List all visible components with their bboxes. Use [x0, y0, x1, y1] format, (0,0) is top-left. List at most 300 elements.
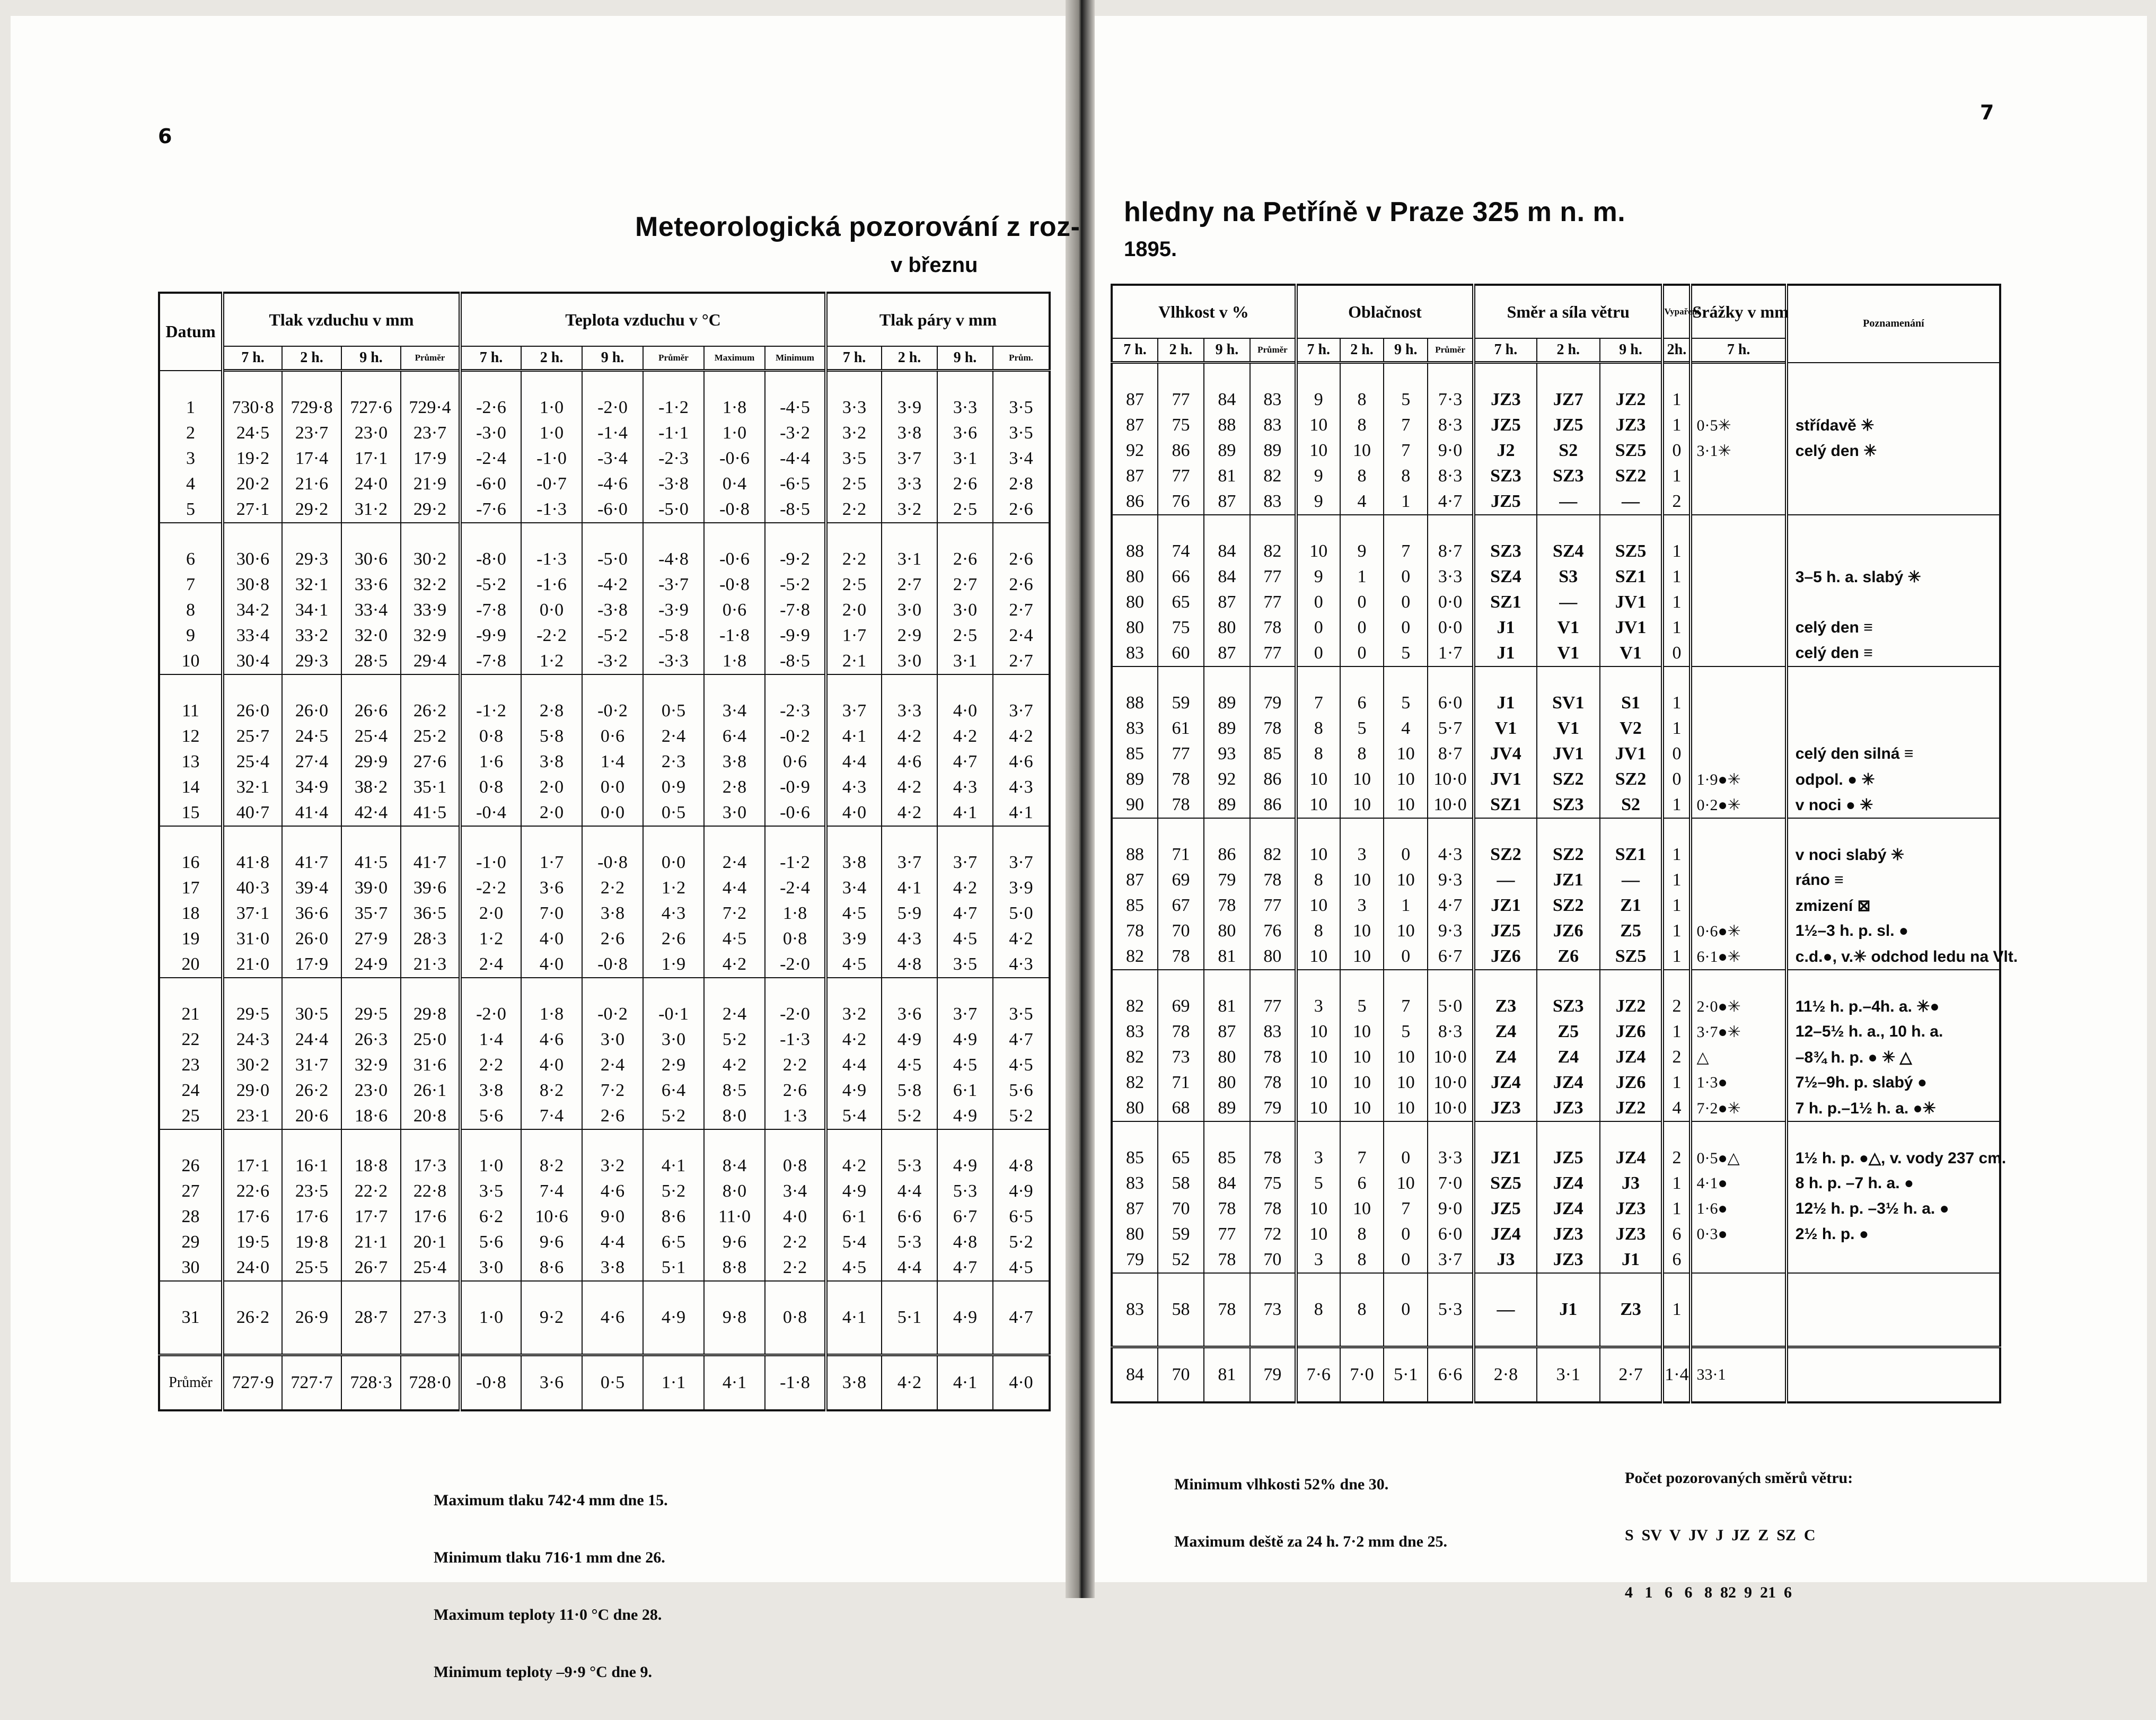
- value-cell: 39·6: [401, 875, 460, 901]
- header-cloud: Oblačnost: [1296, 285, 1474, 338]
- value-cell: 4·7: [1428, 489, 1474, 515]
- spacer-cell: [1296, 363, 1340, 388]
- remark-cell: c.d.●, v.✳ odchod ledu na Vlt.: [1787, 944, 2000, 970]
- separator-cell: [460, 523, 521, 547]
- spacer-cell: [1296, 666, 1340, 690]
- value-cell: 26·7: [341, 1255, 401, 1281]
- remark-cell: [1787, 489, 2000, 515]
- value-cell: JZ2: [1600, 1095, 1663, 1121]
- row-separator: [159, 674, 1050, 698]
- value-cell: -2·3: [765, 698, 826, 724]
- value-cell: -5·0: [643, 497, 704, 523]
- value-cell: 1·0: [521, 420, 582, 446]
- remark-cell: [1787, 387, 2000, 413]
- spacer-cell: [1158, 515, 1204, 539]
- value-cell: 89: [1250, 438, 1296, 463]
- separator-cell: [937, 1281, 993, 1305]
- value-cell: 0·0: [1428, 590, 1474, 615]
- value-cell: 85: [1125, 744, 1144, 764]
- value-cell: 85: [1204, 1145, 1250, 1171]
- value-cell: 77: [1204, 1222, 1250, 1247]
- mean-value: 727·7: [282, 1355, 341, 1411]
- remark-cell: [1787, 1297, 2000, 1322]
- row-separator: [1112, 1121, 2000, 1145]
- value-cell: 10: [1296, 1095, 1340, 1121]
- date-cell: 30: [181, 1258, 200, 1277]
- value-cell: 1·0: [521, 395, 582, 420]
- subheader-sub_temp-5: Minimum: [765, 346, 826, 371]
- subheader-sub_pressure-0: 7 h.: [223, 346, 282, 371]
- value-cell: 2·4: [993, 623, 1050, 648]
- value-cell: 9·3: [1428, 918, 1474, 944]
- value-cell: 83: [1125, 1022, 1144, 1041]
- value-cell: 0·8: [460, 724, 521, 749]
- value-cell: 77: [1250, 893, 1296, 918]
- spacer-cell: [1662, 1121, 1691, 1145]
- value-cell: 87: [1204, 489, 1250, 515]
- value-cell: 10: [1384, 1095, 1428, 1121]
- value-cell: 5·2: [643, 1103, 704, 1129]
- value-cell: 5·4: [826, 1103, 882, 1129]
- value-cell: JV1: [1600, 741, 1663, 767]
- value-cell: -8·5: [765, 497, 826, 523]
- value-cell: 7·4: [521, 1179, 582, 1204]
- value-cell: 3·9: [993, 875, 1050, 901]
- value-cell: 30·6: [223, 547, 282, 572]
- wind-count-directions: S SV V JV J JZ Z SZ C: [1625, 1526, 1816, 1544]
- value-cell: 75: [1158, 615, 1204, 640]
- separator-cell: [341, 826, 401, 850]
- value-cell: -0·8: [704, 497, 765, 523]
- value-cell: SZ3: [1537, 463, 1600, 489]
- value-cell: 3·1: [937, 446, 993, 471]
- value-cell: 3·3: [937, 395, 993, 420]
- value-cell: 2·6: [993, 497, 1050, 523]
- separator-cell: [993, 1129, 1050, 1153]
- value-cell: 2·8: [993, 471, 1050, 497]
- value-cell: 88: [1125, 845, 1144, 864]
- value-cell: 3·8: [882, 420, 937, 446]
- value-cell: 82: [1125, 1047, 1144, 1067]
- value-cell: -1·1: [643, 420, 704, 446]
- value-cell: 2·4: [460, 952, 521, 978]
- table-row: [1112, 615, 2000, 640]
- spacer-cell: [521, 371, 582, 396]
- value-cell: 10: [1296, 792, 1340, 818]
- value-cell: 2·0: [826, 598, 882, 623]
- precip-cell: 6·1●✳: [1691, 944, 1786, 970]
- value-cell: 23·0: [341, 420, 401, 446]
- table-row: [1112, 741, 2000, 767]
- value-cell: 26·1: [401, 1078, 460, 1103]
- separator-cell: [159, 1281, 223, 1305]
- value-cell: 3·5: [993, 1002, 1050, 1027]
- spacer-cell: [1600, 818, 1663, 842]
- separator-cell: [460, 1281, 521, 1305]
- value-cell: 70: [1250, 1247, 1296, 1273]
- separator-cell: [643, 1129, 704, 1153]
- value-cell: -1·6: [521, 572, 582, 598]
- value-cell: -3·8: [582, 598, 643, 623]
- value-cell: 8·6: [521, 1255, 582, 1281]
- spacer-cell: [1340, 363, 1384, 388]
- separator-cell: [826, 1129, 882, 1153]
- remark-cell: [1787, 590, 2000, 615]
- separator-cell: [341, 978, 401, 1002]
- value-cell: 10: [1340, 1196, 1384, 1222]
- value-cell: 4·2: [882, 800, 937, 826]
- value-cell: 8: [1340, 1297, 1384, 1322]
- value-cell: 4·7: [937, 749, 993, 775]
- value-cell: 30·4: [223, 648, 282, 674]
- separator-cell: [401, 1129, 460, 1153]
- spacer-cell: [1384, 666, 1428, 690]
- spacer-cell: [643, 1330, 704, 1355]
- spacer-cell: [1250, 515, 1296, 539]
- separator-cell: [582, 826, 643, 850]
- value-cell: 89: [1204, 1095, 1250, 1121]
- subheader-sub_temp-0: 7 h.: [460, 346, 521, 371]
- value-cell: 4·5: [993, 1255, 1050, 1281]
- value-cell: 3·5: [460, 1179, 521, 1204]
- value-cell: SZ5: [1600, 438, 1663, 463]
- value-cell: SZ2: [1537, 767, 1600, 792]
- value-cell: 27·1: [223, 497, 282, 523]
- value-cell: 78: [1250, 1145, 1296, 1171]
- table-row: [159, 901, 1050, 926]
- separator-cell: [704, 826, 765, 850]
- value-cell: 3·0: [643, 1027, 704, 1052]
- value-cell: 4·8: [937, 1230, 993, 1255]
- value-cell: 60: [1158, 640, 1204, 666]
- table-row: [159, 1103, 1050, 1129]
- value-cell: SZ2: [1537, 893, 1600, 918]
- value-cell: JZ6: [1537, 918, 1600, 944]
- value-cell: -2·4: [765, 875, 826, 901]
- separator-cell: [704, 523, 765, 547]
- value-cell: -6·0: [460, 471, 521, 497]
- value-cell: -0·2: [582, 1002, 643, 1027]
- value-cell: 86: [1250, 767, 1296, 792]
- footnote-max-rain: Maximum deště za 24 h. 7·2 mm dne 25.: [1174, 1533, 1447, 1550]
- value-cell: 2·2: [582, 875, 643, 901]
- value-cell: 6·0: [1428, 690, 1474, 716]
- value-cell: 25·4: [223, 749, 282, 775]
- value-cell: -0·1: [643, 1002, 704, 1027]
- separator-cell: [882, 674, 937, 698]
- value-cell: -2·2: [460, 875, 521, 901]
- value-cell: 5·6: [460, 1103, 521, 1129]
- value-cell: 36·6: [282, 901, 341, 926]
- table-row: [1112, 1196, 2000, 1222]
- value-cell: 7·2: [582, 1078, 643, 1103]
- value-cell: 10: [1384, 1045, 1428, 1070]
- value-cell: 75: [1250, 1171, 1296, 1196]
- value-cell: -1·2: [765, 850, 826, 875]
- value-cell: 26·9: [282, 1305, 341, 1330]
- precip-cell: [1691, 463, 1786, 489]
- value-cell: JV1: [1600, 590, 1663, 615]
- value-cell: 24·9: [341, 952, 401, 978]
- value-cell: JZ3: [1537, 1222, 1600, 1247]
- value-cell: 17·6: [223, 1204, 282, 1230]
- value-cell: 4·0: [937, 698, 993, 724]
- value-cell: 1·8: [704, 648, 765, 674]
- value-cell: 0·0: [1428, 615, 1474, 640]
- value-cell: J1: [1474, 615, 1537, 640]
- table-row: [1112, 994, 2000, 1019]
- value-cell: 5·4: [826, 1230, 882, 1255]
- value-cell: 78: [1250, 716, 1296, 741]
- value-cell: 4·0: [521, 926, 582, 952]
- value-cell: 1: [1662, 387, 1691, 413]
- value-cell: SZ2: [1474, 842, 1537, 867]
- value-cell: 26·2: [223, 1305, 282, 1330]
- value-cell: 0: [1662, 741, 1691, 767]
- table-row: [1112, 489, 2000, 515]
- value-cell: Z3: [1600, 1297, 1663, 1322]
- value-cell: 4·2: [937, 875, 993, 901]
- spacer-cell: [1537, 1322, 1600, 1347]
- value-cell: 58: [1158, 1171, 1204, 1196]
- table-row: [1112, 1045, 2000, 1070]
- value-cell: 36·5: [401, 901, 460, 926]
- value-cell: 9: [1296, 463, 1340, 489]
- date-cell: 16: [181, 853, 200, 872]
- remark-cell: celý den ≡: [1787, 640, 2000, 666]
- subheader-sub_vapor-0: 7 h.: [826, 346, 882, 371]
- date-cell: 15: [181, 803, 200, 822]
- value-cell: 8·8: [704, 1255, 765, 1281]
- value-cell: 6·7: [937, 1204, 993, 1230]
- value-cell: 3·3: [882, 698, 937, 724]
- value-cell: 0·0: [521, 598, 582, 623]
- value-cell: JZ3: [1600, 1196, 1663, 1222]
- precip-cell: △: [1691, 1045, 1786, 1070]
- value-cell: 2·2: [826, 497, 882, 523]
- value-cell: 17·7: [341, 1204, 401, 1230]
- value-cell: 9: [1296, 489, 1340, 515]
- value-cell: 2·5: [826, 471, 882, 497]
- spacer-cell: [1112, 515, 1158, 539]
- value-cell: 7·0: [1428, 1171, 1474, 1196]
- spacer-cell: [1296, 1121, 1340, 1145]
- value-cell: 83: [1250, 413, 1296, 438]
- separator-cell: [937, 674, 993, 698]
- spacer-cell: [1158, 970, 1204, 994]
- value-cell: JZ1: [1537, 867, 1600, 893]
- value-cell: 3·7: [937, 850, 993, 875]
- date-cell: 3: [186, 449, 195, 468]
- value-cell: 1: [1662, 867, 1691, 893]
- date-cell: 7: [186, 575, 195, 594]
- separator-cell: [223, 1281, 282, 1305]
- value-cell: 6·5: [993, 1204, 1050, 1230]
- value-cell: 59: [1158, 690, 1204, 716]
- value-cell: JZ6: [1600, 1070, 1663, 1095]
- value-cell: 87: [1204, 640, 1250, 666]
- value-cell: 2·6: [937, 471, 993, 497]
- value-cell: 77: [1158, 463, 1204, 489]
- spacer-cell: [582, 1330, 643, 1355]
- value-cell: 0: [1384, 842, 1428, 867]
- value-cell: J3: [1474, 1247, 1537, 1273]
- value-cell: 31·2: [341, 497, 401, 523]
- value-cell: 10·0: [1428, 1070, 1474, 1095]
- value-cell: 32·1: [282, 572, 341, 598]
- value-cell: 21·9: [401, 471, 460, 497]
- value-cell: 730·8: [223, 395, 282, 420]
- separator-cell: [282, 978, 341, 1002]
- value-cell: 7: [1384, 994, 1428, 1019]
- mean-value: 5·1: [1384, 1347, 1428, 1403]
- table-row: [159, 1230, 1050, 1255]
- precip-cell: 2·0●✳: [1691, 994, 1786, 1019]
- value-cell: 30·6: [341, 547, 401, 572]
- spacer-cell: [282, 371, 341, 396]
- value-cell: 70: [1158, 1196, 1204, 1222]
- value-cell: 4·0: [826, 800, 882, 826]
- row-separator: [159, 523, 1050, 547]
- value-cell: 4·7: [1428, 893, 1474, 918]
- remark-cell: [1787, 716, 2000, 741]
- value-cell: 71: [1158, 842, 1204, 867]
- value-cell: 6·0: [1428, 1222, 1474, 1247]
- value-cell: 1·3: [765, 1103, 826, 1129]
- spacer-cell: [704, 1330, 765, 1355]
- value-cell: 3: [1296, 1247, 1340, 1273]
- value-cell: 3: [1296, 1145, 1340, 1171]
- value-cell: 5·6: [993, 1078, 1050, 1103]
- remark-cell: 1½–3 h. p. sl. ●: [1787, 918, 2000, 944]
- value-cell: 1: [1662, 1196, 1691, 1222]
- value-cell: 26·6: [341, 698, 401, 724]
- value-cell: 1·2: [643, 875, 704, 901]
- value-cell: JZ2: [1600, 387, 1663, 413]
- value-cell: 80: [1125, 1224, 1144, 1244]
- value-cell: 79: [1250, 690, 1296, 716]
- value-cell: 3·8: [521, 749, 582, 775]
- value-cell: 4·5: [882, 1052, 937, 1078]
- value-cell: JZ4: [1600, 1045, 1663, 1070]
- value-cell: 21·3: [401, 952, 460, 978]
- value-cell: 27·3: [401, 1305, 460, 1330]
- value-cell: 3·5: [826, 446, 882, 471]
- mean-label: Průměr: [159, 1355, 223, 1411]
- value-cell: 8·0: [704, 1103, 765, 1129]
- value-cell: -0·4: [460, 800, 521, 826]
- value-cell: 8: [1296, 716, 1340, 741]
- value-cell: 3: [1340, 893, 1384, 918]
- value-cell: 31·6: [401, 1052, 460, 1078]
- table-row: [159, 724, 1050, 749]
- value-cell: 20·1: [401, 1230, 460, 1255]
- value-cell: 77: [1250, 564, 1296, 590]
- remark-cell: celý den silná ≡: [1787, 741, 2000, 767]
- value-cell: 2·7: [882, 572, 937, 598]
- value-cell: 3·6: [882, 1002, 937, 1027]
- date-cell: 2: [186, 423, 195, 443]
- spacer-cell: [1204, 1121, 1250, 1145]
- value-cell: 3·5: [937, 952, 993, 978]
- value-cell: 10·0: [1428, 1045, 1474, 1070]
- date-cell: 14: [181, 777, 200, 797]
- spacer-cell: [1204, 363, 1250, 388]
- value-cell: 3·2: [582, 1153, 643, 1179]
- value-cell: JZ3: [1474, 387, 1537, 413]
- value-cell: 89: [1204, 792, 1250, 818]
- value-cell: 32·0: [341, 623, 401, 648]
- precip-cell: [1691, 1297, 1786, 1322]
- spacer-cell: [1204, 970, 1250, 994]
- table-row: [159, 698, 1050, 724]
- date-cell: 26: [181, 1156, 200, 1175]
- spacer-cell: [1250, 1273, 1296, 1297]
- separator-cell: [582, 1281, 643, 1305]
- value-cell: -3·0: [460, 420, 521, 446]
- spacer-cell: [1340, 1121, 1384, 1145]
- value-cell: 9·3: [1428, 867, 1474, 893]
- value-cell: 5·2: [993, 1103, 1050, 1129]
- spacer-cell: [1204, 666, 1250, 690]
- precip-cell: [1691, 539, 1786, 564]
- value-cell: 4·2: [826, 1153, 882, 1179]
- value-cell: -2·4: [460, 446, 521, 471]
- table-row: [1112, 590, 2000, 615]
- mean-value: 2·8: [1474, 1347, 1537, 1403]
- footnote-max-temp: Maximum teploty 11·0 °C dne 28.: [434, 1606, 662, 1624]
- spacer-cell: [882, 1330, 937, 1355]
- value-cell: 4·1: [993, 800, 1050, 826]
- value-cell: 4·4: [882, 1179, 937, 1204]
- remark-cell: 2½ h. p. ●: [1787, 1222, 2000, 1247]
- value-cell: -9·9: [765, 623, 826, 648]
- value-cell: 3·0: [882, 598, 937, 623]
- value-cell: 2: [1662, 994, 1691, 1019]
- value-cell: 39·0: [341, 875, 401, 901]
- table-row: [1112, 944, 2000, 970]
- value-cell: -2·6: [460, 395, 521, 420]
- value-cell: 8: [1296, 867, 1340, 893]
- value-cell: 5·8: [882, 1078, 937, 1103]
- value-cell: 17·6: [401, 1204, 460, 1230]
- value-cell: 8·7: [1428, 539, 1474, 564]
- value-cell: 78: [1158, 1019, 1204, 1045]
- spacer-cell: [1250, 818, 1296, 842]
- value-cell: 10: [1296, 1019, 1340, 1045]
- value-cell: 1·0: [460, 1305, 521, 1330]
- table-row: [1112, 564, 2000, 590]
- header-vapor: Tlak páry v mm: [826, 293, 1050, 346]
- value-cell: 74: [1158, 539, 1204, 564]
- mean-value: 4·0: [993, 1355, 1050, 1411]
- date-cell: 19: [181, 929, 200, 949]
- date-cell: 4: [186, 474, 195, 494]
- subheader-sub_wind-0: 7 h.: [1474, 338, 1537, 363]
- value-cell: 5: [1340, 716, 1384, 741]
- table-row: [159, 446, 1050, 471]
- value-cell: 3·2: [882, 497, 937, 523]
- value-cell: 78: [1158, 944, 1204, 970]
- spacer-cell: [1600, 970, 1663, 994]
- spacer-cell: [1250, 1121, 1296, 1145]
- subheader-sub_temp-4: Maximum: [704, 346, 765, 371]
- mean-value: 728·3: [341, 1355, 401, 1411]
- remark-cell: střídavě ✳: [1787, 413, 2000, 438]
- value-cell: 4: [1340, 489, 1384, 515]
- value-cell: —: [1474, 867, 1537, 893]
- spacer-cell: [1204, 1322, 1250, 1347]
